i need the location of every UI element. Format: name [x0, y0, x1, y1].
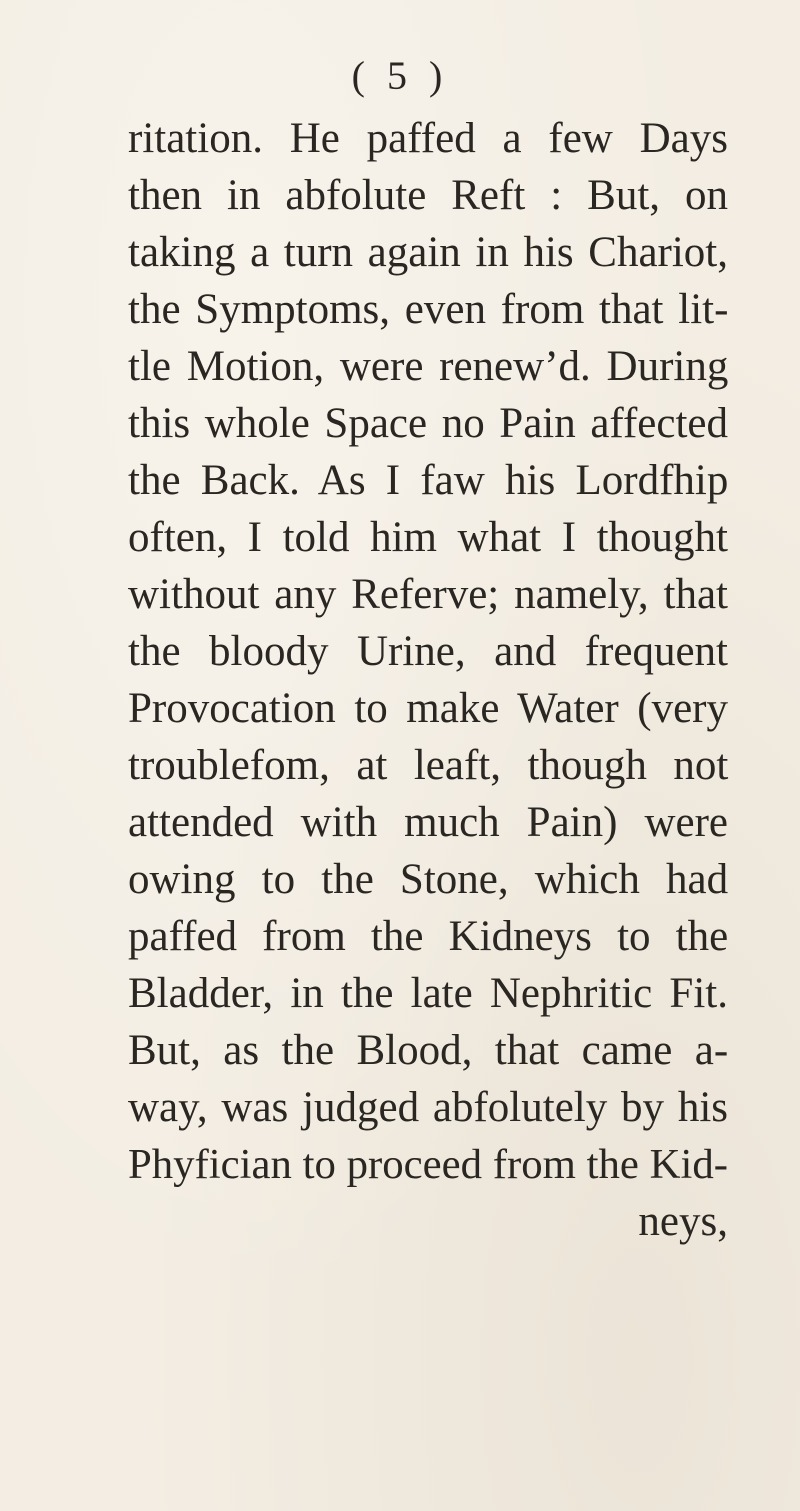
text-line: Provocation to make Water (very — [128, 685, 728, 732]
text-line: ritation. He paffed a few Days — [128, 115, 728, 162]
text-line: the Symptoms, even from that lit- — [128, 286, 729, 333]
text-line: this whole Space no Pain affected — [128, 400, 728, 447]
text-line: But, as the Blood, that came a- — [128, 1027, 729, 1074]
text-line: tle Motion, were renew’d. During — [128, 343, 729, 390]
text-line: owing to the Stone, which had — [128, 856, 729, 903]
text-line: without any Referve; namely, that — [128, 571, 728, 618]
text-line: way, was judged abfolutely by his — [128, 1084, 728, 1131]
body-text — [128, 110, 728, 1250]
text-line: paffed from the Kidneys to the — [128, 913, 729, 960]
catchword: neys, — [638, 1198, 728, 1245]
text-line: attended with much Pain) were — [128, 799, 728, 846]
page-number: ( 5 ) — [351, 53, 449, 98]
text-line: then in abfolute Reft : But, on — [128, 172, 728, 219]
text-line: taking a turn again in his Chariot, — [128, 229, 728, 276]
text-line: Bladder, in the late Nephritic Fit. — [128, 970, 728, 1017]
text-line: the Back. As I faw his Lordfhip — [128, 457, 729, 504]
text-line: troublefom, at leaft, though not — [128, 742, 729, 789]
text-line: often, I told him what I thought — [128, 514, 729, 561]
text-line: the bloody Urine, and frequent — [128, 628, 728, 675]
text-line: Phyfician to proceed from the Kid- — [128, 1141, 728, 1188]
